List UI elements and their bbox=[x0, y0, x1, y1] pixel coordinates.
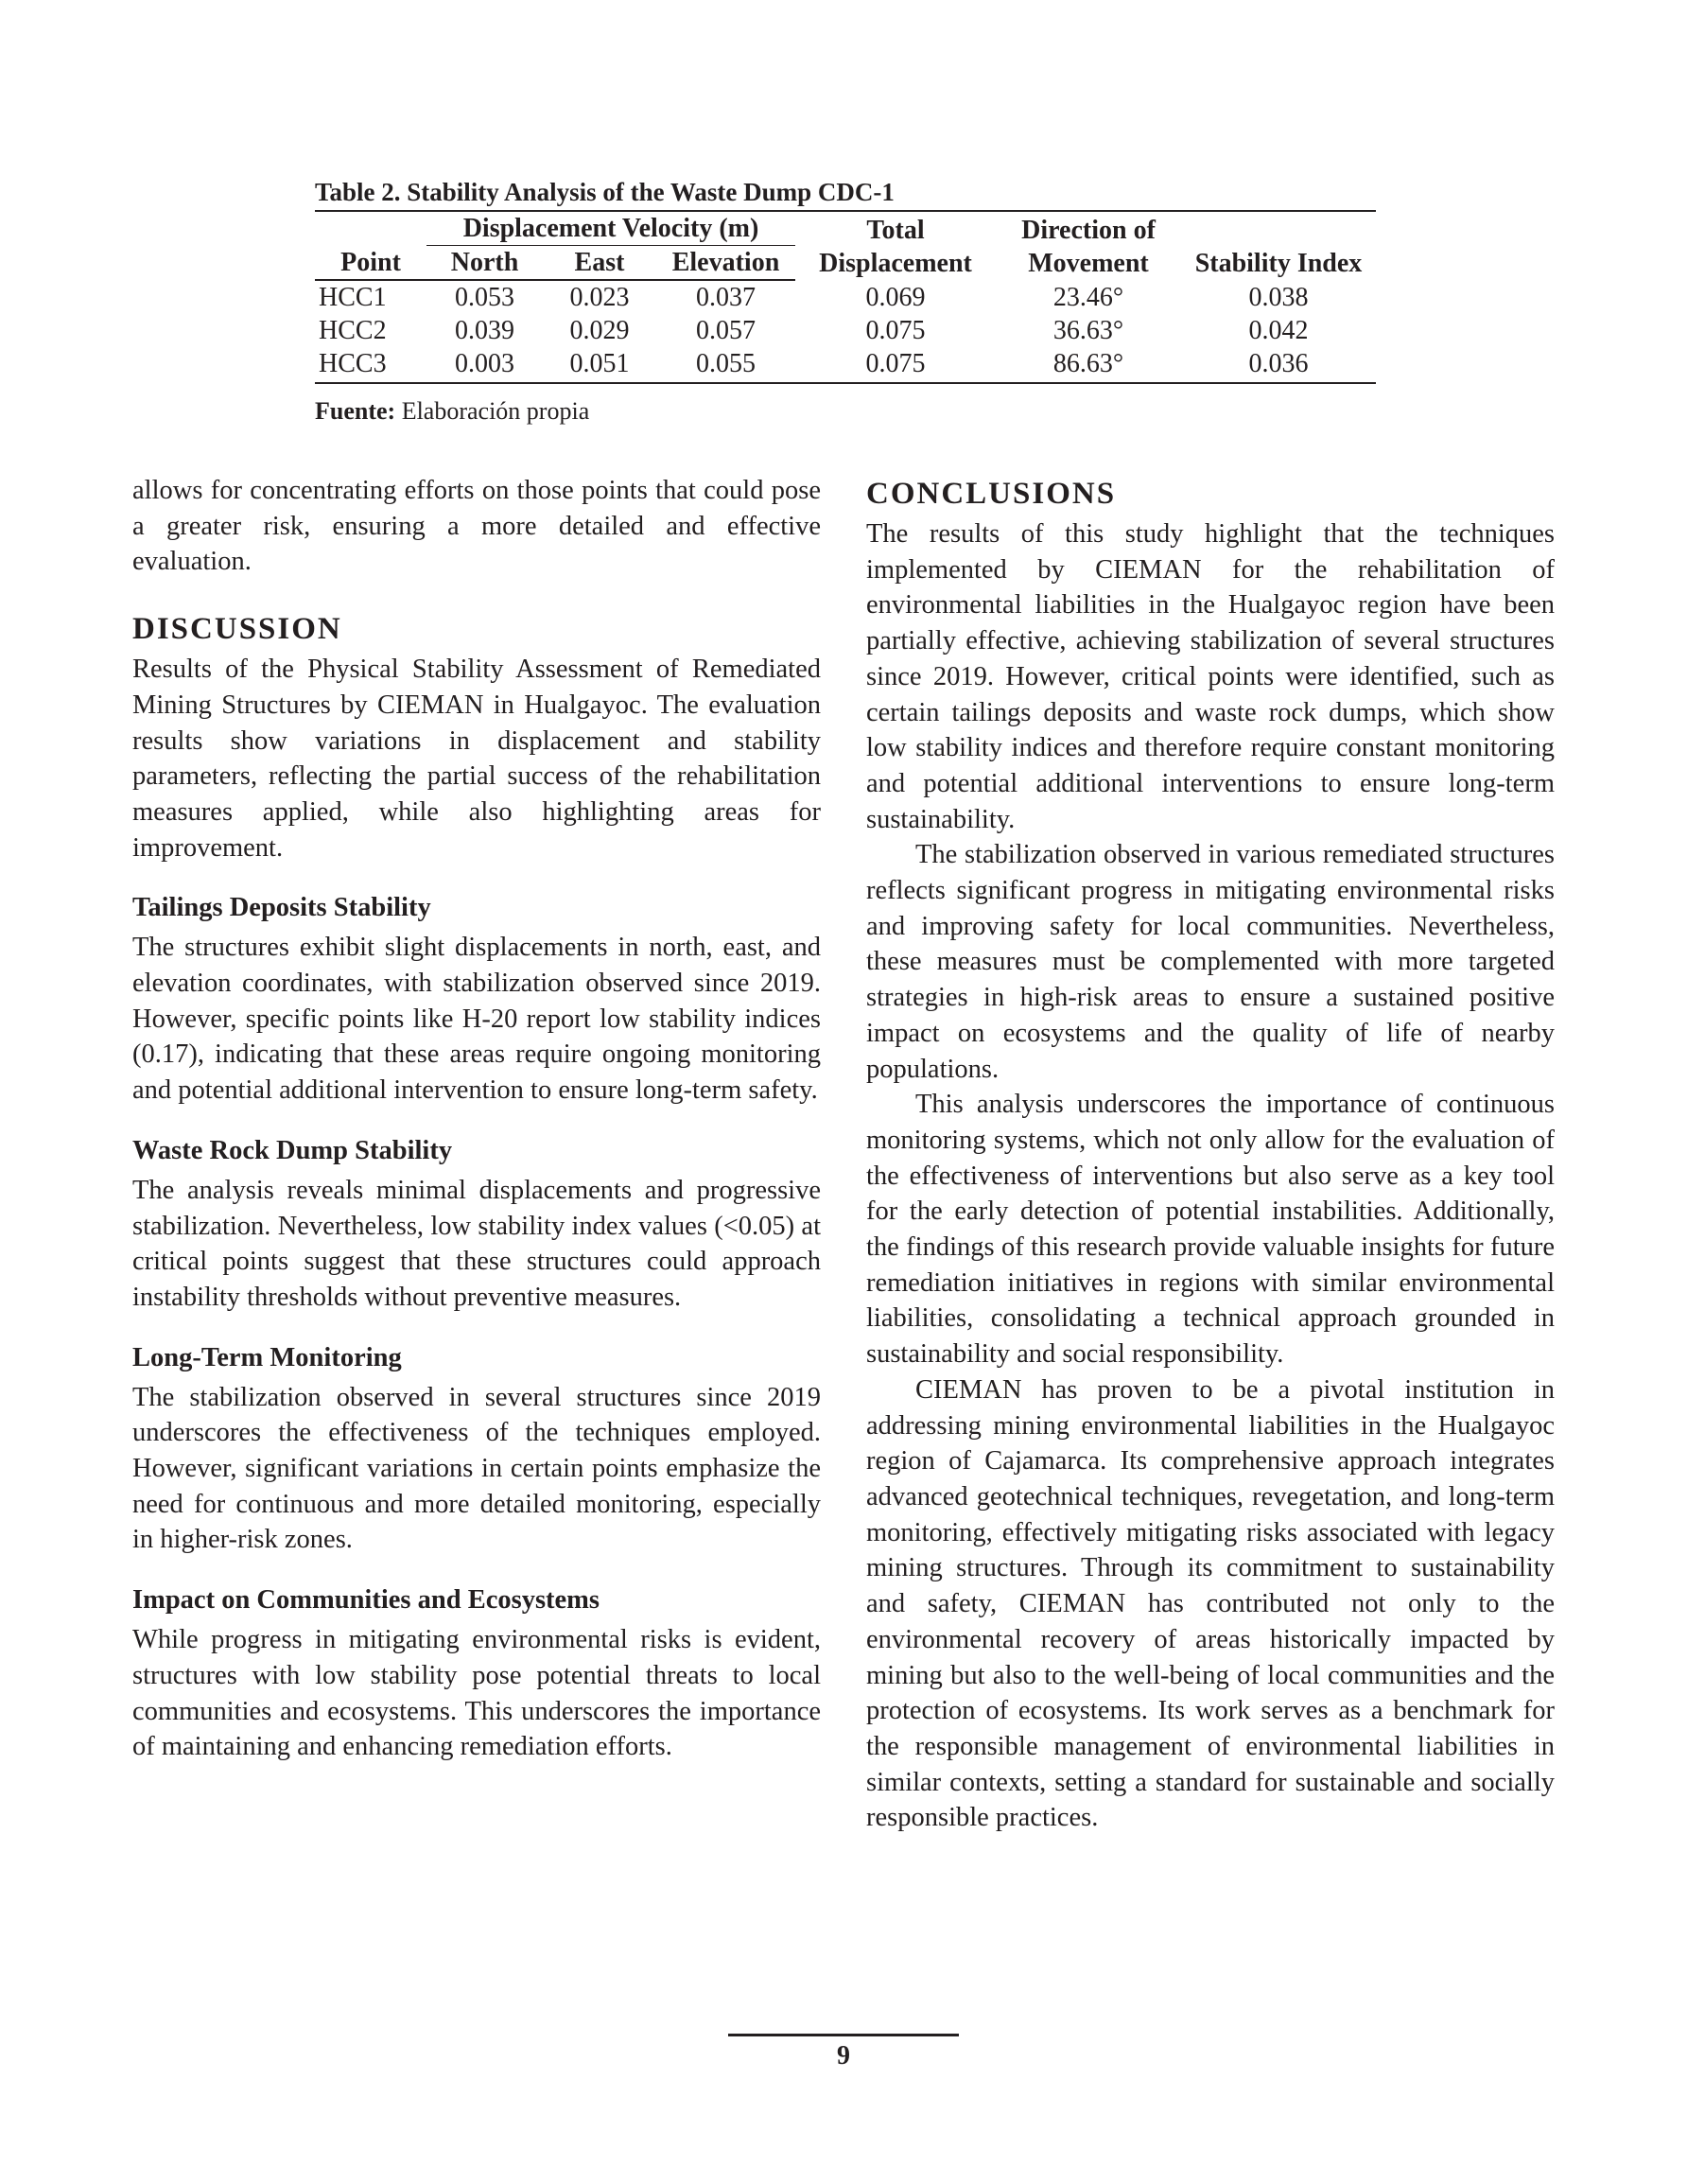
tailings-paragraph: The structures exhibit slight displacements in north, east, and elevation coordinates, with stabilization observed since 2019. However, specific points like H-20 report low stability indices (0.17), indicating that these areas require ongoing monitoring and potential additional intervention to ensure long-term safety. bbox=[132, 933, 821, 1106]
source-text: Elaboración propia bbox=[395, 397, 590, 425]
cell-stability: 0.038 bbox=[1248, 282, 1309, 312]
monitoring-heading: Long-Term Monitoring bbox=[132, 1342, 402, 1372]
header-east: East bbox=[543, 246, 656, 281]
stability-table bbox=[315, 210, 1376, 384]
header-elevation: Elevation bbox=[656, 246, 795, 281]
cell-elevation: 0.055 bbox=[656, 347, 795, 383]
header-total-displacement: Total Displacement bbox=[795, 211, 996, 280]
tailings-heading: Tailings Deposits Stability bbox=[132, 893, 431, 923]
discussion-paragraph: Results of the Physical Stability Assessment of Remediated Mining Structures by CIEMAN in Hualgayoc. The evaluation results show variations in displacement and stability parameters, reflecting the partial success of the rehabilitation measures applied, while also highlighting areas for improvement. bbox=[132, 655, 821, 863]
left-column bbox=[132, 473, 821, 1765]
cell-elevation: 0.057 bbox=[696, 316, 756, 345]
intro-paragraph: allows for concentrating efforts on those points that could pose a greater risk, ensuring a more detailed and effective evaluation. bbox=[132, 476, 821, 577]
table-row bbox=[315, 314, 1376, 347]
conclusions-paragraph-4: CIEMAN has proven to be a pivotal institution in addressing mining environmental liabilities in the Hualgayoc region of Cajamarca. Its comprehensive approach integrates advanced geotechnical techniques, revegetation, and long-term monitoring, effectively mitigating risks associated with legacy mining structures. Through its commitment to sustainability and safety, CIEMAN has contributed not only to the environmental recovery of areas historically impacted by mining but also to the well-being of local communities and the protection of ecosystems. Its work serves as a benchmark for the responsible management of environmental liabilities in similar contexts, setting a standard for sustainable and socially responsible practices. bbox=[866, 1374, 1555, 1833]
cell-direction: 36.63° bbox=[1052, 316, 1124, 345]
cell-stability: 0.036 bbox=[1181, 347, 1376, 383]
table-caption: Table 2. Stability Analysis of the Waste Dump CDC-1 bbox=[315, 178, 895, 206]
conclusions-paragraph-3: This analysis underscores the importance of continuous monitoring systems, which not only allow for the evaluation of the effectiveness of interventions but also serve as a key tool for the early detection of potential instabilities. Additionally, the findings of this research provide valuable insights for future remediation initiatives in regions with similar environmental liabilities, consolidating a technical approach grounded in sustainability and social responsibility. bbox=[866, 1090, 1555, 1370]
page-number: 9 bbox=[837, 2041, 850, 2070]
cell-total: 0.075 bbox=[865, 316, 926, 345]
cell-point: HCC3 bbox=[315, 347, 426, 383]
impact-heading: Impact on Communities and Ecosystems bbox=[132, 1585, 600, 1616]
monitoring-paragraph: The stabilization observed in several structures since 2019 underscores the effectiveness of the techniques employed. However, significant variations in certain points emphasize the need for continuous and more detailed monitoring, especially in higher-risk zones. bbox=[132, 1382, 821, 1555]
table-block bbox=[315, 176, 1376, 428]
discussion-heading: DISCUSSION bbox=[132, 612, 342, 647]
header-point: Point bbox=[315, 246, 426, 281]
cell-east: 0.051 bbox=[543, 347, 656, 383]
table-row bbox=[315, 280, 1376, 314]
cell-total: 0.069 bbox=[865, 282, 926, 312]
cell-total: 0.075 bbox=[795, 347, 996, 383]
header-spacer bbox=[315, 211, 426, 246]
cell-elevation: 0.037 bbox=[696, 283, 756, 312]
conclusions-heading: CONCLUSIONS bbox=[866, 477, 1117, 511]
header-displacement-velocity: Displacement Velocity (m) bbox=[426, 211, 795, 246]
conclusions-paragraph-1: The results of this study highlight that the techniques implemented by CIEMAN for the rehabilitation of environmental liabilities in the Hualgayoc region have been partially effective, achieving stabilization of several structures since 2019. However, critical points were identified, such as certain tailings deposits and waste rock dumps, which show low stability indices and therefore require constant monitoring and potential additional interventions to ensure long-term sustainability. bbox=[866, 519, 1555, 834]
footer-rule bbox=[728, 2034, 959, 2036]
right-column bbox=[866, 473, 1555, 1836]
cell-north: 0.039 bbox=[455, 316, 514, 345]
cell-direction: 23.46° bbox=[1052, 282, 1124, 312]
cell-east: 0.029 bbox=[569, 316, 630, 345]
cell-east: 0.023 bbox=[569, 283, 630, 312]
conclusions-paragraph-2: The stabilization observed in various remediated structures reflects significant progress in mitigating environmental risks and improving safety for local communities. Nevertheless, these measures must be complemented with more targeted strategies in high-risk areas to ensure a sustained positive impact on ecosystems and the quality of life of nearby populations. bbox=[866, 840, 1555, 1084]
header-north: North bbox=[426, 246, 543, 281]
cell-point: HCC1 bbox=[319, 283, 387, 312]
waste-rock-paragraph: The analysis reveals minimal displacements and progressive stabilization. Nevertheless, low stability index values (<0.05) at critical points suggest that these structures could approach instability thresholds without preventive measures. bbox=[132, 1175, 821, 1312]
header-stability-index: Stability Index bbox=[1181, 211, 1376, 280]
cell-stability: 0.042 bbox=[1248, 316, 1309, 345]
cell-direction: 86.63° bbox=[996, 347, 1181, 383]
cell-point: HCC2 bbox=[319, 316, 387, 345]
header-direction-of-movement: Direction of Movement bbox=[996, 211, 1181, 280]
waste-rock-heading: Waste Rock Dump Stability bbox=[132, 1135, 453, 1165]
source-label: Fuente: bbox=[315, 397, 396, 425]
table-row bbox=[315, 347, 1376, 383]
cell-north: 0.053 bbox=[455, 283, 514, 312]
cell-north: 0.003 bbox=[426, 347, 543, 383]
impact-paragraph: While progress in mitigating environmental risks is evident, structures with low stability pose potential threats to local communities and ecosystems. This underscores the importance of maintaining and enhancing remediation efforts. bbox=[132, 1625, 821, 1762]
table-source bbox=[315, 395, 1376, 428]
